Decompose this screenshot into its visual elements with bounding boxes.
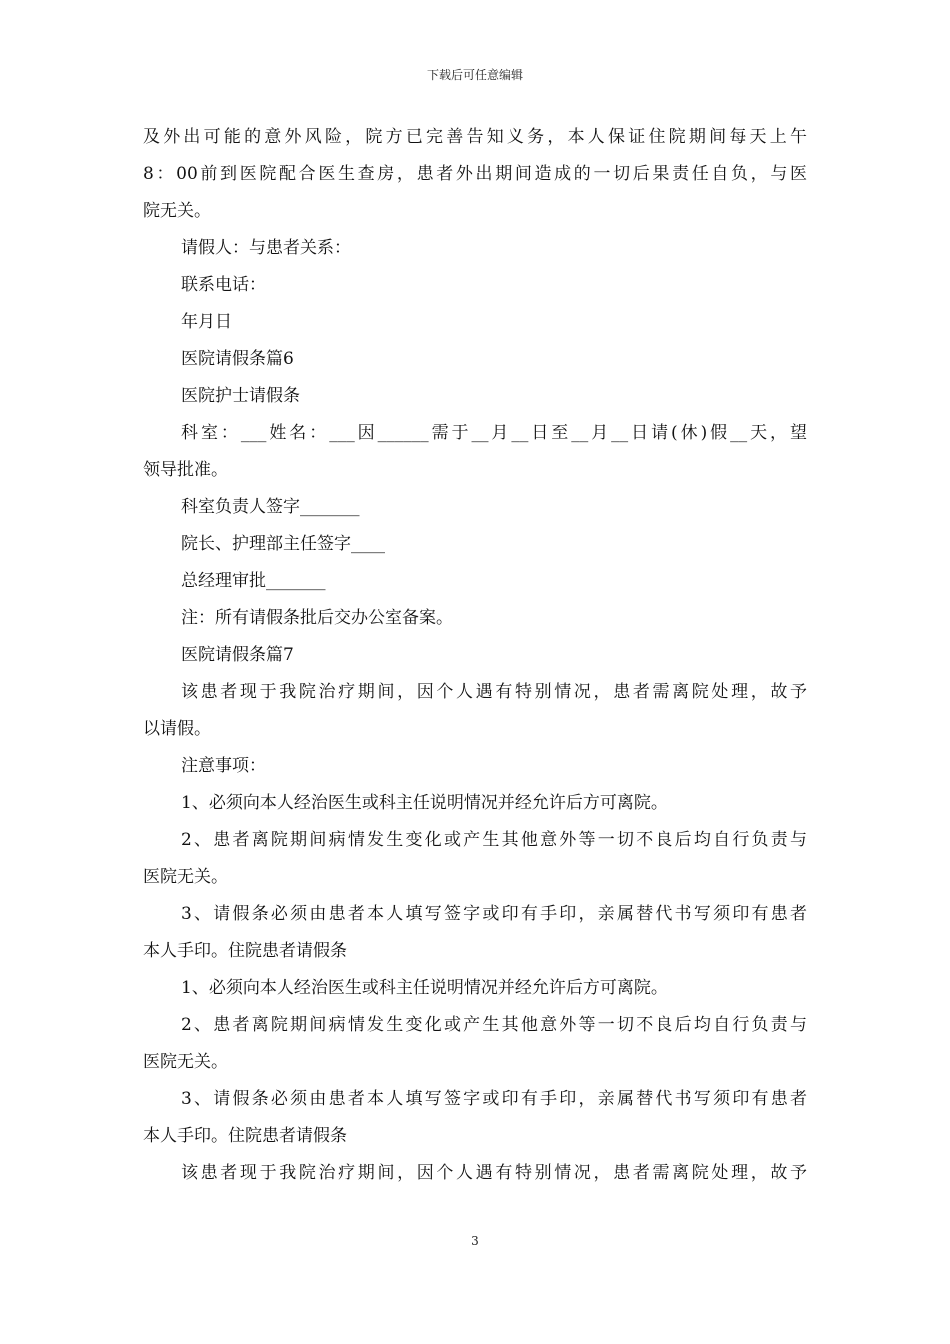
text-line: 该患者现于我院治疗期间，因个人遇有特别情况，患者需离院处理，故予 [181, 682, 807, 702]
text-line: 注意事项： [181, 756, 266, 776]
text-line: 联系电话： [181, 275, 266, 295]
text-line: 注：所有请假条批后交办公室备案。 [181, 608, 453, 628]
text-line: 8：00前到医院配合医生查房，患者外出期间造成的一切后果责任自负，与医 [143, 164, 807, 184]
text-line: 医院无关。 [143, 1052, 228, 1072]
page-number: 3 [471, 1234, 479, 1248]
signature-line: 科室负责人签字_______ [181, 497, 360, 517]
document-body [143, 119, 807, 1192]
list-item: 3、请假条必须由患者本人填写签字或印有手印，亲属替代书写须印有患者 [181, 1089, 807, 1109]
signature-line: 总经理审批_______ [181, 571, 326, 591]
text-line: 以请假。 [143, 719, 211, 739]
list-item: 2、患者离院期间病情发生变化或产生其他意外等一切不良后均自行负责与 [181, 1015, 807, 1035]
section-heading: 医院护士请假条 [181, 386, 300, 406]
page-header: 下载后可任意编辑 [426, 68, 523, 82]
text-line: 该患者现于我院治疗期间，因个人遇有特别情况，患者需离院处理，故予 [181, 1163, 807, 1183]
text-line: 及外出可能的意外风险，院方已完善告知义务，本人保证住院期间每天上午 [143, 127, 807, 147]
text-line: 院无关。 [143, 201, 211, 221]
text-line: 领导批准。 [143, 460, 228, 480]
section-heading: 医院请假条篇6 [181, 349, 294, 369]
section-heading: 医院请假条篇7 [181, 645, 294, 665]
text-line: 请假人：与患者关系： [181, 238, 351, 258]
text-line: 医院无关。 [143, 867, 228, 887]
text-line: 科室：___姓名：___因______需于__月__日至__月__日请(休)假__天，望 [181, 423, 807, 443]
list-item: 3、请假条必须由患者本人填写签字或印有手印，亲属替代书写须印有患者 [181, 904, 807, 924]
list-item: 1、必须向本人经治医生或科主任说明情况并经允许后方可离院。 [181, 793, 668, 813]
text-line: 年月日 [181, 312, 232, 332]
list-item: 2、患者离院期间病情发生变化或产生其他意外等一切不良后均自行负责与 [181, 830, 807, 850]
text-line: 本人手印。住院患者请假条 [143, 1126, 347, 1146]
signature-line: 院长、护理部主任签字____ [181, 534, 385, 554]
list-item: 1、必须向本人经治医生或科主任说明情况并经允许后方可离院。 [181, 978, 668, 998]
text-line: 本人手印。住院患者请假条 [143, 941, 347, 961]
